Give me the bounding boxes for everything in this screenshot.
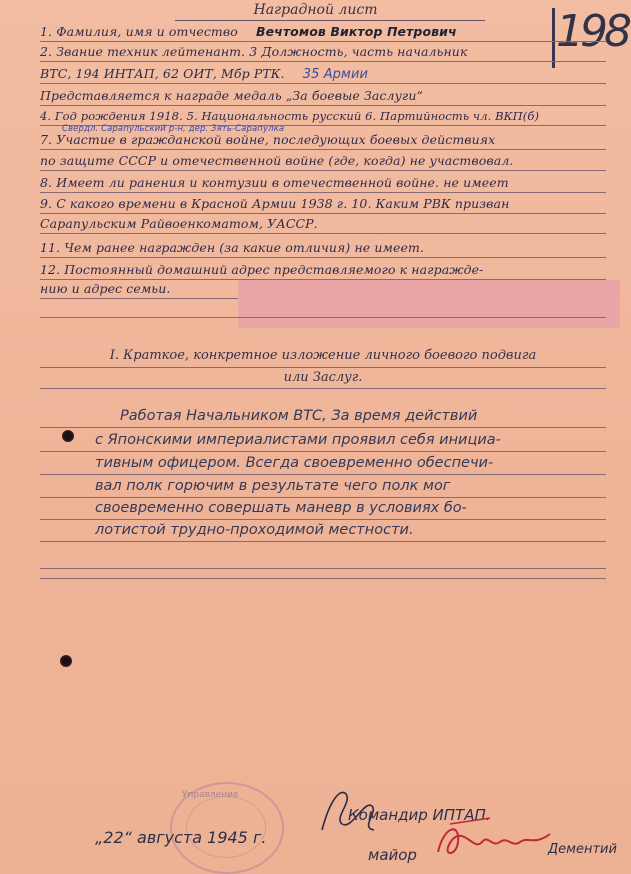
ruled-line bbox=[40, 257, 606, 258]
ruled-line bbox=[40, 367, 606, 368]
field-rank-position: 2. Звание техник лейтенант. 3 Должность, часть начальник bbox=[40, 44, 468, 59]
title-underline bbox=[175, 20, 485, 21]
narrative-line: Работая Начальником ВТС, За время действий bbox=[120, 408, 478, 424]
stamp-text: Управление bbox=[182, 790, 239, 800]
field-conscription-office: Сарапульским Райвоенкоматом, УАССР. bbox=[40, 216, 318, 231]
field-birthplace-note: Свердл. Сарапульский р-н, дер. Зять-Сарапулка bbox=[62, 124, 285, 134]
field-unit-note: 35 Армии bbox=[302, 67, 369, 82]
ruled-line bbox=[40, 578, 606, 579]
field-birth-nationality: 4. Год рождения 1918. 5. Национальность русский 6. Партийность чл. ВКП(б) bbox=[40, 109, 540, 123]
field-award: Представляется к награде медаль „За боевые Заслуги“ bbox=[40, 88, 423, 103]
signature-date: „22“ августа 1945 г. bbox=[95, 828, 267, 847]
narrative-line: вал полк горючим в результате чего полк мог bbox=[95, 478, 451, 494]
ruled-line bbox=[40, 149, 606, 150]
red-signature bbox=[430, 812, 560, 868]
field-unit bbox=[40, 66, 606, 82]
narrative-line: с Японскими империалистами проявил себя инициа- bbox=[95, 432, 501, 448]
registration-number: 198 bbox=[556, 6, 626, 68]
field-war-participation: по защите СССР и отечественной войне (где, когда) не участвовал. bbox=[40, 153, 514, 168]
ruled-line bbox=[40, 105, 606, 106]
field-previous-awards: 11. Чем ранее награжден (за какие отличия) не имеет. bbox=[40, 240, 425, 255]
field-army-since: 9. С какого времени в Красной Армии 1938 г. 10. Каким РВК призван bbox=[40, 196, 510, 211]
signature-extra: Дементий bbox=[548, 842, 617, 857]
field-label: 1. Фамилия, имя и отчество bbox=[40, 24, 238, 39]
signature-role: Командир ИПТАП. bbox=[348, 806, 491, 824]
redaction-block bbox=[238, 280, 620, 328]
ruled-line bbox=[40, 451, 606, 452]
commander-signature-scribble bbox=[312, 780, 402, 840]
punch-hole bbox=[62, 430, 74, 442]
ruled-line bbox=[40, 497, 606, 498]
narrative-line: своевременно совершать маневр в условиях бо- bbox=[95, 500, 467, 516]
ruled-line bbox=[40, 427, 606, 428]
ruled-line bbox=[40, 568, 606, 569]
document-title: Наградной лист bbox=[253, 2, 378, 18]
section-heading-cont: или Заслуг. bbox=[283, 370, 363, 385]
field-wounds: 8. Имеет ли ранения и контузии в отечественной войне. не имеет bbox=[40, 175, 509, 190]
ruled-line bbox=[40, 83, 606, 84]
ruled-line bbox=[40, 519, 606, 520]
ruled-line bbox=[40, 541, 606, 542]
field-civil-war: 7. Участие в гражданской войне, последующих боевых действиях bbox=[40, 132, 496, 147]
ruled-line bbox=[40, 170, 606, 171]
signature-rank: майор bbox=[368, 846, 417, 864]
ruled-line bbox=[40, 317, 606, 318]
ruled-line bbox=[40, 61, 606, 62]
punch-hole bbox=[60, 655, 72, 667]
ruled-line bbox=[40, 41, 606, 42]
ruled-line bbox=[40, 213, 606, 214]
section-heading: I. Краткое, конкретное изложение личного боевого подвига bbox=[109, 348, 537, 363]
ruled-line bbox=[40, 388, 606, 389]
ruled-line bbox=[40, 474, 606, 475]
ruled-line bbox=[40, 233, 606, 234]
field-value-name: Вечтомов Виктор Петрович bbox=[255, 24, 457, 39]
ruled-line bbox=[40, 192, 606, 193]
field-unit-text: ВТС, 194 ИНТАП, 62 ОИТ, Мбр РТК. bbox=[40, 66, 285, 81]
narrative-line: тивным офицером. Всегда своевременно обеспечи- bbox=[95, 455, 494, 471]
field-full-name bbox=[40, 24, 606, 39]
narrative-line: лотистой трудно-проходимой местности. bbox=[95, 522, 414, 538]
field-family-address: нию и адрес семьи. bbox=[40, 281, 171, 296]
field-home-address: 12. Постоянный домашний адрес представляемого к награжде- bbox=[40, 262, 484, 277]
